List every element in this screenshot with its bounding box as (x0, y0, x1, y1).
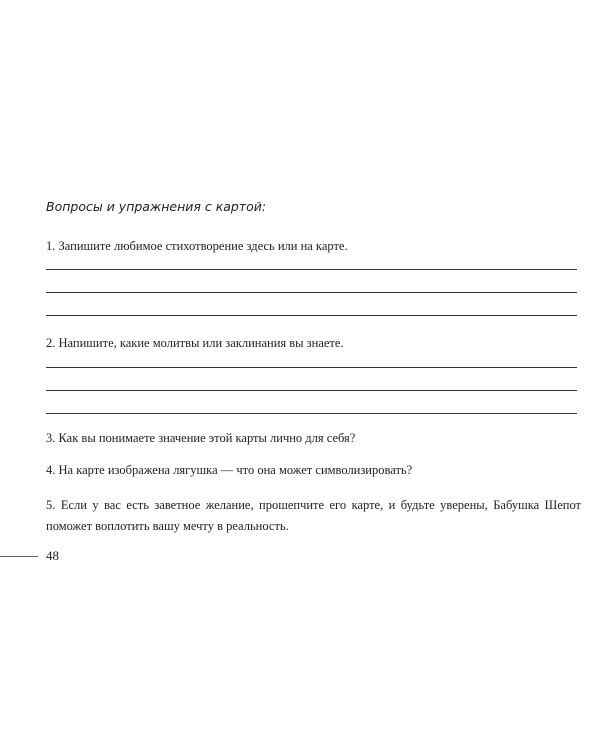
page-number-rule (0, 556, 38, 557)
question-2: 2. Напишите, какие молитвы или заклинания вы знаете. (46, 336, 344, 350)
answer-line (46, 292, 577, 293)
answer-line (46, 269, 577, 270)
answer-line (46, 390, 577, 391)
question-4: 4. На карте изображена лягушка — что она может символизировать? (46, 463, 413, 477)
answer-line (46, 315, 577, 316)
question-1: 1. Запишите любимое стихотворение здесь или на карте. (46, 239, 348, 253)
page-number: 48 (46, 548, 59, 563)
answer-line (46, 413, 577, 414)
answer-line (46, 367, 577, 368)
question-5: 5. Если у вас есть заветное желание, прошепчите его карте, и будьте уверены, Бабушка Шепот поможет воплотить вашу мечту в реальность. (46, 498, 581, 533)
section-heading: Вопросы и упражнения с картой: (46, 199, 267, 214)
question-3: 3. Как вы понимаете значение этой карты лично для себя? (46, 431, 356, 445)
